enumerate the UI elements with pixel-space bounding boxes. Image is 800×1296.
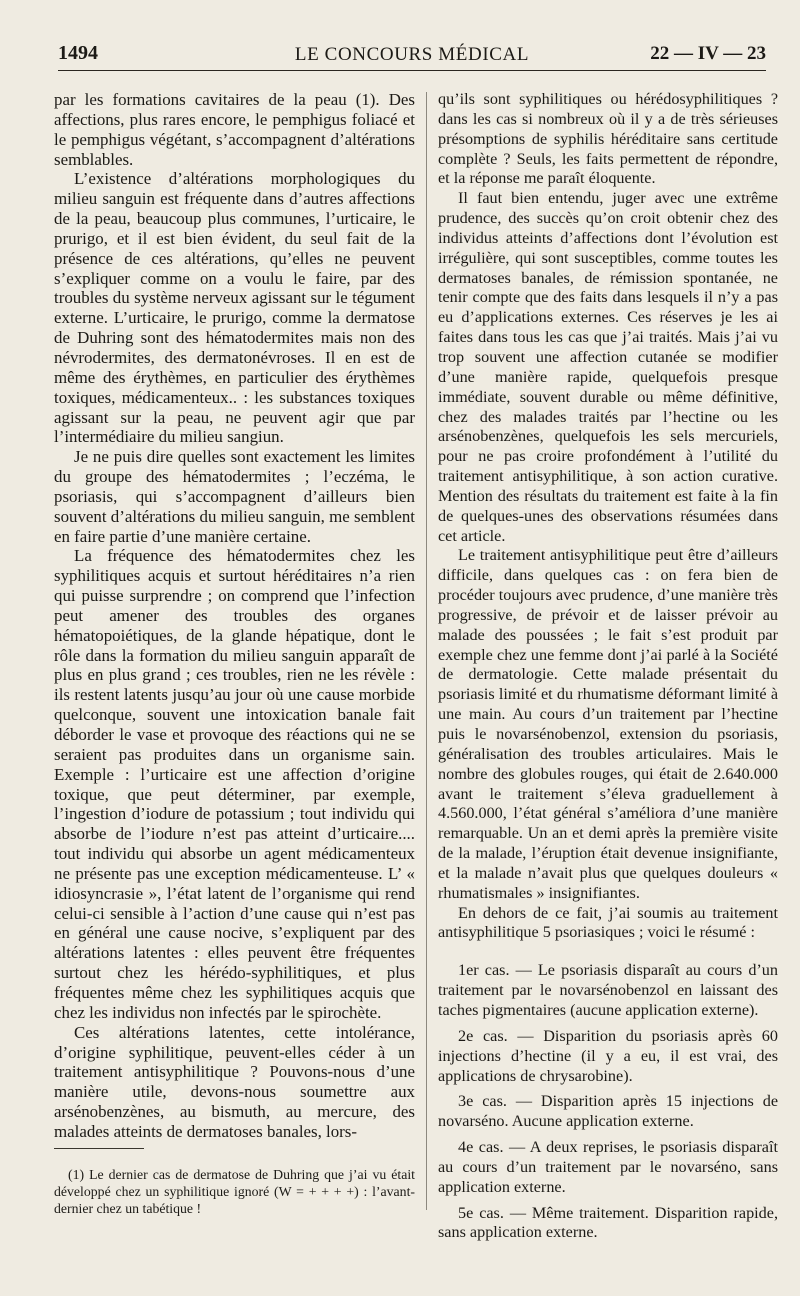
running-header [58, 38, 766, 71]
paragraph: L’existence d’altérations morphologiques du milieu sanguin est fréquente dans d’autres affections de la peau, beaucoup plus communes, l’urticaire, le prurigo, et il est bien évident, du seul fait de la présence de ces altérations, qu’elles ne peuvent s’expliquer comme on a voulu le faire, par des troubles du système nerveux agissant sur le tégument externe. L’urticaire, le prurigo, comme la dermatose de Duhring sont des hématodermites mais non des névrodermites, des dermatonévroses. Il en est de même des érythèmes, en particulier des érythèmes toxiques, médicamenteux.. : les substances toxiques agissant sur la peau, ne peuvent agir que par l’intermédiaire du milieu sangiun. [54, 169, 415, 447]
column-divider [426, 92, 427, 1210]
paragraph: La fréquence des hématodermites chez les syphilitiques acquis et surtout héréditaires n’a rien qui puisse surprendre ; on comprend que l’infection peut amener des troubles des organes hématopoiétiques, de la glande hépatique, dont le rôle dans la formation du milieu sanguin apparaît de plus en plus grand ; ces troubles, rien ne les révèle : ils restent latents jusqu’au jour où une cause morbide quelconque, souvent une intoxication banale fait déborder le vase et provoque des réactions qui ne se seraient pas produites dans un organisme sain. Exemple : l’urticaire est une affection d’origine toxique, que peut déterminer, par exemple, l’ingestion d’iodure de potassium ; tout individu qui absorbe de l’iodure n’est pas atteint d’urticaire.... tout individu qui absorbe un agent médicamenteux ne présente pas une exception médicamenteuse. L’ « idiosyncrasie », l’état latent de l’organisme qui rend celui-ci sensible à l’action d’une cause qui n’est pas en général une cause nocive, s’expliquent par des altérations latentes : elles peuvent être fréquentes surtout chez les hérédo-syphilitiques, et plus fréquentes même chez les syphilitiques acquis que chez les individus non infectés par le spirochète. [54, 546, 415, 1022]
case-paragraph: 2e cas. — Disparition du psoriasis après 60 injections d’hectine (il y a eu, il est vrai, des applications de chrysarobine). [438, 1026, 778, 1085]
right-column [438, 90, 778, 1243]
paragraph: Il faut bien entendu, juger avec une extrême prudence, des succès qu’on croit obtenir chez des individus atteints d’affections dont l’évolution est irrégulière, qui sont susceptibles, comme toutes les dermatoses banales, de rémission spontanée, ne tenir compte que des faits dans lesquels il n’y a pas eu d’applications externes. Ces réserves je les ai faites dans tous les cas que j’ai traités. Mais j’ai vu trop souvent une affection cutanée se modifier d’une manière rapide, quelquefois presque immédiate, souvent durable ou même définitive, chez des malades traités par l’hectine ou les arsénobenzènes, quelquefois les sels mercuriels, pour ne pas croire profondément à l’utilité du traitement antisyphilitique, à son action curative. Mention des résultats du traitement est faite à la fin de quelques-unes des observations résumées dans cet article. [438, 189, 778, 545]
footnote-rule [54, 1148, 144, 1149]
paragraph: En dehors de ce fait, j’ai soumis au traitement antisyphilitique 5 psoriasiques ; voici le résumé : [438, 903, 778, 942]
issue-date: 22 — IV — 23 [650, 43, 766, 64]
paragraph: Le traitement antisyphilitique peut être d’ailleurs difficile, dans quelques cas : on fera bien de procéder toujours avec prudence, d’une manière très progressive, de prévoir et de laisser prévoir au malade des poussées ; le fait s’est produit par exemple chez une femme dont j’ai parlé à la Société de dermatologie. Cette malade présentait du psoriasis limité et du rhumatisme déformant limité à une main. Au cours d’un traitement par l’hectine puis le novarsénobenzol, extension du psoriasis, généralisation des troubles articulaires. Mais le nombre des globules rouges, qui était de 2.640.000 avant le traitement s’éleva graduellement à 4.560.000, l’état général s’améliora d’une manière remarquable. Un an et demi après la première visite de la malade, l’éruption était devenue insignifiante, et la malade n’avait plus que quelques douleurs « rhumatismales » insignifiantes. [438, 546, 778, 902]
page-number: 1494 [58, 42, 98, 64]
paragraph: qu’ils sont syphilitiques ou hérédosyphilitiques ? dans les cas si nombreux où il y a de très sérieuses présomptions de syphilis héréditaire sans certitude complète ? Seuls, les faits permettent de répondre, et la réponse me paraît éloquente. [438, 90, 778, 188]
footnote [54, 1166, 415, 1217]
paragraph: Ces altérations latentes, cette intolérance, d’origine syphilitique, peuvent-elles céder à un traitement antisyphilitique ? Pouvons-nous d’une manière utile, devons-nous soumettre aux arsénobenzènes, au bismuth, au mercure, des malades atteints de dermatoses banales, lors- [54, 1022, 415, 1141]
journal-title: LE CONCOURS MÉDICAL [294, 44, 530, 65]
case-paragraph: 3e cas. — Disparition après 15 injections de novarséno. Aucune application externe. [438, 1092, 778, 1131]
case-paragraph: 4e cas. — A deux reprises, le psoriasis disparaît au cours d’un traitement par le novarséno, sans application externe. [438, 1138, 778, 1196]
paragraph: par les formations cavitaires de la peau (1). Des affections, plus rares encore, le pemphigus foliacé et le pemphigus végétant, s’accompagnent d’altérations semblables. [54, 90, 415, 169]
left-column [54, 90, 415, 1142]
paragraph: Je ne puis dire quelles sont exactement les limites du groupe des hématodermites ; l’eczéma, le psoriasis, qui s’accompagnent d’ailleurs bien souvent d’altérations du milieu sanguin, me semblent en faire partie d’une manière certaine. [54, 447, 415, 546]
case-paragraph: 5e cas. — Même traitement. Disparition rapide, sans application externe. [438, 1203, 778, 1242]
case-paragraph: 1er cas. — Le psoriasis disparaît au cours d’un traitement par le novarsénobenzol en laissant des taches pigmentaires (aucune application externe). [438, 961, 778, 1019]
footnote-text: (1) Le dernier cas de dermatose de Duhring que j’ai vu était développé chez un syphilitique ignoré (W = + + + +) : l’avant-dernier chez un tabétique ! [54, 1167, 415, 1216]
